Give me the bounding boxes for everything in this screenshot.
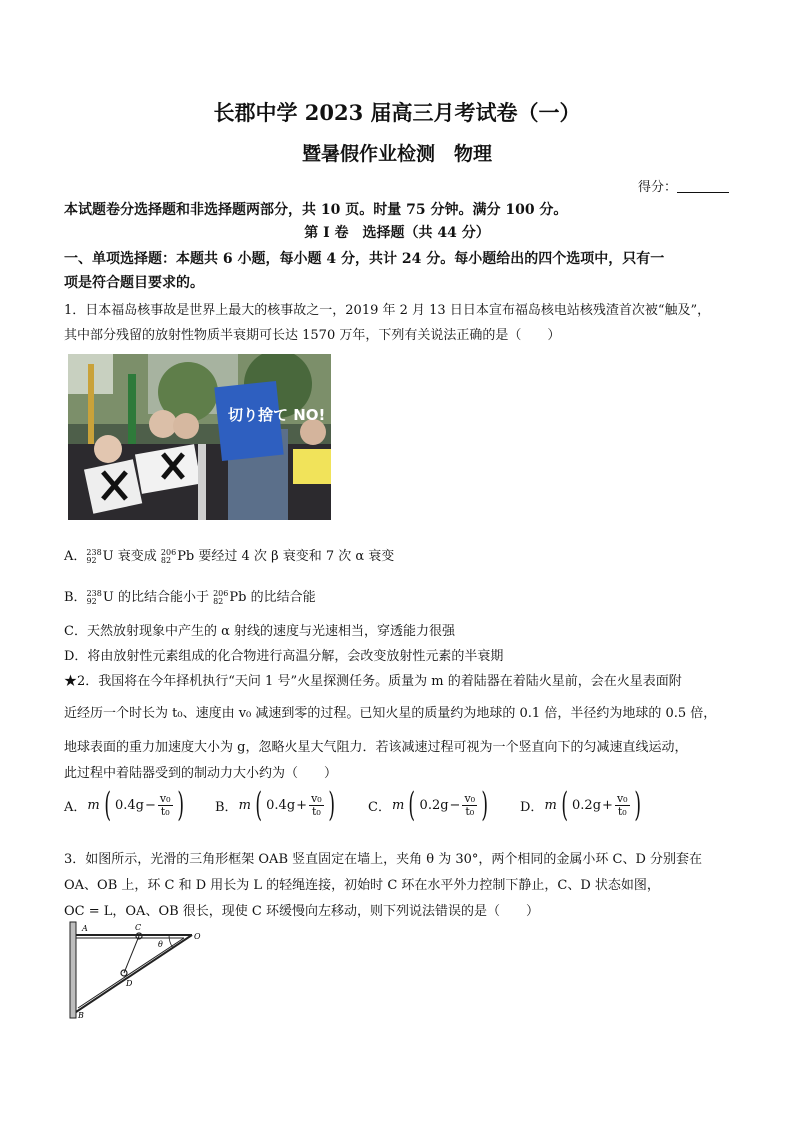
q1-option-a[interactable]: [64, 545, 394, 565]
score-blank: [677, 180, 729, 193]
q1-option-c[interactable]: C．天然放射现象中产生的 α 射线的速度与光速相当，穿透能力很强: [64, 624, 455, 639]
isotope-pb-symbol: Pb: [177, 549, 195, 564]
photo-sign-text: 切り捨て NO!: [228, 406, 326, 424]
option-b-mid: 的比结合能小于: [113, 590, 214, 605]
q3-line2: OA、OB 上，环 C 和 D 用长为 L 的轻绳连接，初始时 C 环在水平外力控制下静止，C、D 状态如图，: [64, 878, 660, 893]
isotope-u238-b: 238 92: [86, 588, 102, 606]
option-label: D．: [520, 799, 544, 815]
q1-line1: 1．日本福岛核事故是世界上最大的核事故之一，2019 年 2 月 13 日日本宣布福岛核电站核残渣首次被“触及”，: [64, 303, 711, 318]
fraction: $\frac{\text{v₀}}{\text{t₀}}$: [311, 791, 322, 818]
label-b: B: [78, 1011, 84, 1020]
fraction: $\frac{\text{v₀}}{\text{t₀}}$: [616, 791, 628, 818]
score-field: [638, 176, 729, 195]
score-label: 得分：: [638, 180, 678, 195]
part-one-line2: 项是符合题目要求的。: [64, 275, 204, 291]
fraction: $\frac{\text{v₀}}{\text{t₀}}$: [159, 791, 171, 818]
q1-line2: 其中部分残留的放射性物质半衰期可长达 1570 万年，下列有关说法正确的是（ ）: [64, 328, 561, 343]
fraction: $\frac{\text{v₀}}{\text{t₀}}$: [464, 791, 476, 818]
option-b-label: B．: [64, 590, 87, 605]
isotope-u-symbol-b: U: [102, 590, 114, 605]
q2-option-c[interactable]: C． m ( 0.2g − $\frac{\text{v₀}}{\text{t₀}}$ ): [368, 785, 489, 825]
option-label: A．: [64, 799, 87, 815]
q2-line2: 近经历一个时长为 t₀、速度由 v₀ 减速到零的过程。已知火星的质量约为地球的 0.1 倍，半径约为地球的 0.5 倍，: [64, 706, 717, 721]
q2-option-a[interactable]: A． m ( 0.4g − $\frac{\text{v₀}}{\text{t₀}}$ ): [64, 785, 184, 825]
option-b-tail: 的比结合能: [246, 590, 316, 605]
triangle-frame-diagram: [64, 920, 204, 1022]
option-a-mid: 衰变成: [113, 549, 161, 564]
isotope-pb206: 206 82: [160, 547, 177, 565]
option-label: C．: [368, 799, 391, 815]
isotope-u238: 238 92: [86, 547, 102, 565]
q2-option-b[interactable]: B． m ( 0.4g + $\frac{\text{v₀}}{\text{t₀}}$ ): [215, 785, 335, 825]
protest-photo: [68, 354, 331, 520]
option-a-label: A．: [64, 549, 87, 564]
q2-line1: ★2．我国将在今年择机执行“天问 1 号”火星探测任务。质量为 m 的着陆器在着陆火星前，会在火星表面附: [64, 674, 682, 689]
q2-line3: 地球表面的重力加速度大小为 g，忽略火星大气阻力．若该减速过程可视为一个竖直向下的匀减速直线运动，: [64, 740, 688, 755]
q1-option-d[interactable]: D．将由放射性元素组成的化合物进行高温分解，会改变放射性元素的半衰期: [64, 649, 504, 664]
option-label: B．: [215, 799, 238, 815]
isotope-u-symbol: U: [102, 549, 114, 564]
isotope-pb206-b: 206 82: [213, 588, 229, 606]
label-theta: θ: [158, 940, 163, 949]
label-o: O: [194, 932, 201, 941]
option-a-tail: 要经过 4 次 β 衰变和 7 次 α 衰变: [194, 549, 395, 564]
q1-option-b[interactable]: [64, 586, 316, 606]
part-one-line1: 一、单项选择题：本题共 6 小题，每小题 4 分，共计 24 分。每小题给出的四个选项中，只有一: [64, 251, 665, 267]
q3-line3: OC = L，OA、OB 很长，现使 C 环缓慢向左移动，则下列说法错误的是（ ）: [64, 904, 539, 919]
exam-subtitle: 暨暑假作业检测 物理: [301, 143, 492, 165]
q3-line1: 3．如图所示，光滑的三角形框架 OAB 竖直固定在墙上，夹角 θ 为 30°，两个相同的金属小环 C、D 分别套在: [64, 852, 703, 867]
q2-option-d[interactable]: D． m ( 0.2g + $\frac{\text{v₀}}{\text{t₀}}$ ): [520, 785, 641, 825]
exam-intro: 本试题卷分选择题和非选择题两部分，共 10 页。时量 75 分钟。满分 100 分。: [64, 202, 568, 218]
label-d: D: [126, 979, 133, 988]
q2-line4: 此过程中着陆器受到的制动力大小约为（ ）: [64, 766, 338, 781]
label-a: A: [82, 924, 88, 933]
label-c: C: [135, 923, 142, 932]
section-title: 第 I 卷 选择题（共 44 分）: [304, 225, 490, 241]
isotope-pb-symbol-b: Pb: [229, 590, 247, 605]
exam-title: 长郡中学 2023 届高三月考试卷（一）: [213, 100, 581, 125]
